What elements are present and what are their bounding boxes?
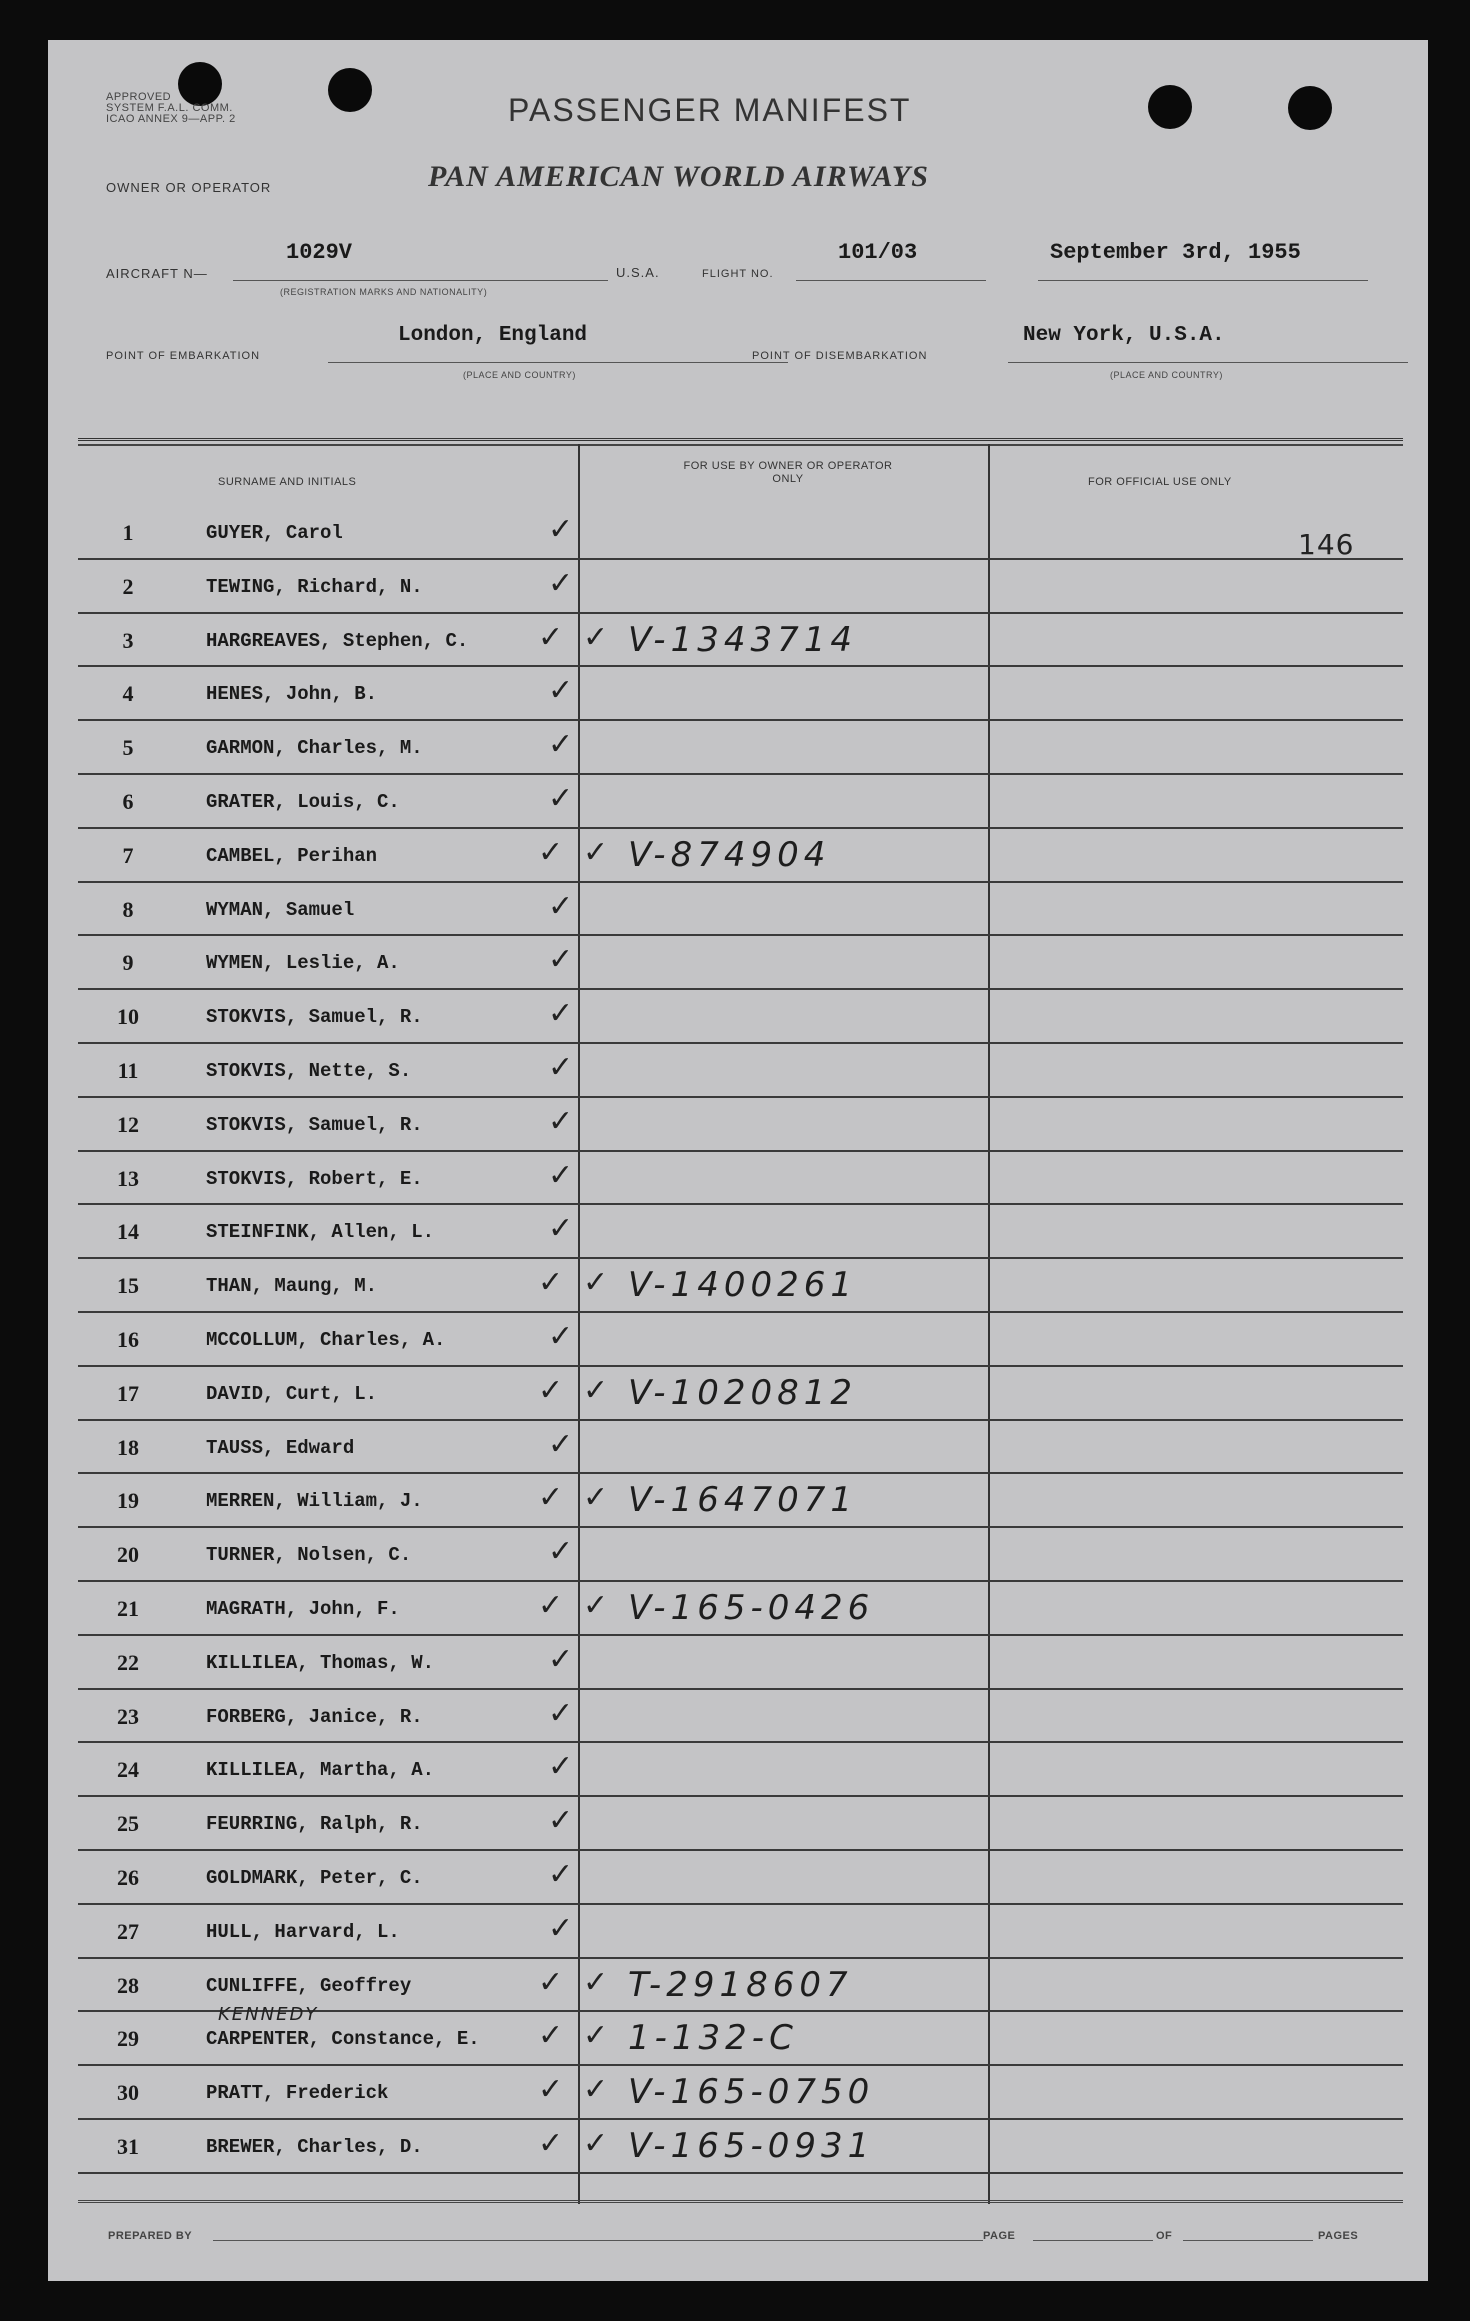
check-mark-icon: ✓ bbox=[548, 1157, 574, 1193]
col-header-surname: SURNAME AND INITIALS bbox=[218, 476, 357, 488]
row-rule bbox=[78, 612, 1403, 614]
row-number: 28 bbox=[117, 1972, 139, 1998]
col-header-official: FOR OFFICIAL USE ONLY bbox=[1088, 476, 1232, 488]
passenger-name: MAGRATH, John, F. bbox=[206, 1598, 400, 1620]
form-title: PASSENGER MANIFEST bbox=[508, 92, 912, 128]
row-rule bbox=[78, 665, 1403, 667]
row-rule bbox=[78, 1472, 1403, 1474]
row-number: 20 bbox=[117, 1542, 139, 1568]
approval-line: ICAO ANNEX 9—APP. 2 bbox=[106, 113, 236, 125]
row-number: 13 bbox=[117, 1165, 139, 1191]
passenger-name: WYMEN, Leslie, A. bbox=[206, 952, 400, 975]
row-number: 31 bbox=[117, 2134, 139, 2159]
passport-number: 1-132-C bbox=[628, 2018, 798, 2059]
col-header-owner-use: FOR USE BY OWNER OR OPERATOR ONLY bbox=[683, 460, 893, 485]
passenger-name: KILLILEA, Martha, A. bbox=[206, 1759, 435, 1782]
passenger-name: FEURRING, Ralph, R. bbox=[206, 1813, 423, 1836]
check-mark-icon: ✓ bbox=[548, 1103, 574, 1139]
check-mark-icon: ✓ bbox=[548, 996, 574, 1032]
passenger-name: PRATT, Frederick bbox=[206, 2082, 389, 2105]
embark-label: POINT OF EMBARKATION bbox=[106, 350, 261, 362]
row-rule bbox=[78, 1795, 1403, 1797]
check-mark-icon: ✓ bbox=[538, 1372, 564, 1408]
disembark-label: POINT OF DISEMBARKATION bbox=[748, 350, 931, 362]
check-mark-icon: ✓ bbox=[548, 1910, 574, 1946]
approval-line: APPROVED bbox=[106, 91, 172, 103]
disembark-value: New York, U.S.A. bbox=[1023, 324, 1225, 347]
passport-number: V-874904 bbox=[628, 834, 831, 875]
passport-number: V-1343714 bbox=[628, 619, 857, 660]
passenger-name: MERREN, William, J. bbox=[206, 1490, 423, 1513]
passport-number: V-1020812 bbox=[628, 1372, 857, 1413]
row-rule bbox=[78, 1365, 1403, 1367]
punch-hole bbox=[1288, 86, 1332, 130]
check-mark-icon: ✓ bbox=[583, 1372, 609, 1408]
passport-number: V-1400261 bbox=[628, 1265, 857, 1306]
pages-label: PAGES bbox=[1318, 2230, 1359, 2242]
row-rule bbox=[78, 1580, 1403, 1582]
row-number: 16 bbox=[117, 1327, 139, 1352]
check-mark-icon: ✓ bbox=[538, 2126, 564, 2161]
passport-number: V-165-0931 bbox=[628, 2126, 875, 2166]
row-rule bbox=[78, 1526, 1403, 1528]
check-mark-icon: ✓ bbox=[548, 1426, 574, 1462]
passenger-name: TAUSS, Edward bbox=[206, 1436, 355, 1459]
check-mark-icon: ✓ bbox=[538, 2018, 564, 2054]
passenger-name: CUNLIFFE, Geoffrey bbox=[206, 1974, 412, 1997]
row-rule bbox=[78, 1903, 1403, 1905]
passenger-name: TURNER, Nolsen, C. bbox=[206, 1544, 412, 1567]
row-number: 26 bbox=[117, 1865, 139, 1890]
aircraft-value: 1029V bbox=[286, 240, 353, 265]
row-rule bbox=[78, 1741, 1403, 1743]
passenger-name: BREWER, Charles, D. bbox=[206, 2136, 423, 2158]
flight-value: 101/03 bbox=[838, 240, 918, 265]
row-rule bbox=[78, 1311, 1403, 1313]
check-mark-icon: ✓ bbox=[548, 1641, 574, 1677]
check-mark-icon: ✓ bbox=[583, 1964, 609, 2000]
row-number: 29 bbox=[117, 2026, 139, 2052]
row-number: 22 bbox=[117, 1649, 139, 1675]
passenger-name: STOKVIS, Robert, E. bbox=[206, 1167, 423, 1190]
passenger-name: FORBERG, Janice, R. bbox=[206, 1705, 423, 1728]
check-mark-icon: ✓ bbox=[548, 1534, 574, 1570]
table-top-rule bbox=[78, 438, 1403, 441]
check-mark-icon: ✓ bbox=[548, 1695, 574, 1731]
passenger-name: STOKVIS, Samuel, R. bbox=[206, 1113, 423, 1136]
check-mark-icon: ✓ bbox=[548, 1803, 574, 1839]
row-rule bbox=[78, 1688, 1403, 1690]
check-mark-icon: ✓ bbox=[583, 834, 609, 870]
check-mark-icon: ✓ bbox=[548, 1050, 574, 1085]
passenger-name: HARGREAVES, Stephen, C. bbox=[206, 629, 469, 652]
row-rule bbox=[78, 1042, 1403, 1044]
check-mark-icon: ✓ bbox=[548, 1857, 574, 1892]
check-mark-icon: ✓ bbox=[538, 619, 564, 655]
check-mark-icon: ✓ bbox=[548, 512, 574, 547]
approval-note bbox=[106, 92, 236, 125]
row-rule bbox=[78, 719, 1403, 721]
prepared-by-label: PREPARED BY bbox=[108, 2230, 193, 2242]
check-mark-icon: ✓ bbox=[548, 727, 574, 763]
row-rule bbox=[78, 1957, 1403, 1959]
page-label: PAGE bbox=[983, 2230, 1016, 2242]
embark-value: London, England bbox=[398, 324, 588, 347]
row-rule bbox=[78, 558, 1403, 560]
aircraft-sublabel: (REGISTRATION MARKS AND NATIONALITY) bbox=[280, 287, 488, 297]
check-mark-icon: ✓ bbox=[583, 2126, 609, 2161]
check-mark-icon: ✓ bbox=[538, 834, 564, 870]
row-number: 30 bbox=[117, 2080, 139, 2106]
row-number: 9 bbox=[122, 950, 134, 976]
row-number: 8 bbox=[122, 896, 134, 922]
column-divider bbox=[988, 444, 990, 2204]
passenger-name: TEWING, Richard, N. bbox=[206, 575, 423, 598]
passenger-name: WYMAN, Samuel bbox=[206, 898, 355, 921]
row-rule bbox=[78, 881, 1403, 883]
handwritten-annotation: KENNEDY bbox=[218, 2004, 319, 2026]
passenger-name: MCCOLLUM, Charles, A. bbox=[206, 1329, 446, 1351]
row-number: 17 bbox=[117, 1380, 139, 1406]
check-mark-icon: ✓ bbox=[583, 1480, 609, 1516]
date-value: September 3rd, 1955 bbox=[1050, 240, 1301, 265]
row-number: 15 bbox=[117, 1273, 139, 1299]
row-number: 27 bbox=[117, 1918, 139, 1944]
row-rule bbox=[78, 1257, 1403, 1259]
check-mark-icon: ✓ bbox=[538, 2072, 564, 2108]
row-rule bbox=[78, 2064, 1403, 2066]
check-mark-icon: ✓ bbox=[583, 1588, 609, 1623]
passenger-name: CAMBEL, Perihan bbox=[206, 844, 378, 867]
punch-hole bbox=[1148, 85, 1192, 129]
passenger-name: CARPENTER, Constance, E. bbox=[206, 2028, 480, 2051]
check-mark-icon: ✓ bbox=[583, 2072, 609, 2108]
row-rule bbox=[78, 934, 1403, 936]
row-rule bbox=[78, 1096, 1403, 1098]
passenger-name: KILLILEA, Thomas, W. bbox=[206, 1651, 435, 1674]
usa-label: U.S.A. bbox=[616, 265, 660, 280]
row-number: 2 bbox=[122, 573, 134, 599]
row-rule bbox=[78, 773, 1403, 775]
row-number: 6 bbox=[122, 789, 134, 814]
passport-number: T-2918607 bbox=[628, 1964, 853, 2005]
passenger-name: HENES, John, B. bbox=[206, 683, 378, 706]
row-number: 1 bbox=[122, 520, 134, 545]
passenger-name: STOKVIS, Samuel, R. bbox=[206, 1006, 423, 1029]
aircraft-label: AIRCRAFT N— bbox=[106, 266, 208, 281]
passenger-name: STOKVIS, Nette, S. bbox=[206, 1060, 412, 1082]
row-number: 24 bbox=[117, 1757, 139, 1783]
row-number: 23 bbox=[117, 1703, 139, 1729]
row-number: 19 bbox=[117, 1488, 139, 1514]
manifest-page bbox=[48, 40, 1428, 2281]
check-mark-icon: ✓ bbox=[548, 1319, 574, 1354]
row-rule bbox=[78, 1150, 1403, 1152]
row-number: 3 bbox=[122, 627, 134, 653]
passenger-name: GOLDMARK, Peter, C. bbox=[206, 1867, 423, 1889]
passenger-name: DAVID, Curt, L. bbox=[206, 1382, 378, 1405]
punch-hole bbox=[328, 68, 372, 112]
row-number: 7 bbox=[122, 842, 134, 868]
flight-label: FLIGHT NO. bbox=[702, 268, 774, 280]
check-mark-icon: ✓ bbox=[583, 2018, 609, 2054]
disembark-sublabel: (PLACE AND COUNTRY) bbox=[1110, 370, 1223, 380]
passenger-name: THAN, Maung, M. bbox=[206, 1275, 378, 1298]
row-number: 5 bbox=[122, 735, 134, 761]
check-mark-icon: ✓ bbox=[548, 942, 574, 978]
row-number: 10 bbox=[117, 1004, 139, 1030]
check-mark-icon: ✓ bbox=[548, 565, 574, 601]
check-mark-icon: ✓ bbox=[538, 1964, 564, 2000]
row-rule bbox=[78, 988, 1403, 990]
row-rule bbox=[78, 1419, 1403, 1421]
check-mark-icon: ✓ bbox=[583, 619, 609, 655]
check-mark-icon: ✓ bbox=[548, 781, 574, 816]
table-bottom-rule bbox=[78, 2200, 1403, 2203]
check-mark-icon: ✓ bbox=[548, 673, 574, 709]
check-mark-icon: ✓ bbox=[538, 1588, 564, 1623]
row-number: 14 bbox=[117, 1219, 139, 1245]
row-rule bbox=[78, 2172, 1403, 2174]
passenger-name: GUYER, Carol bbox=[206, 522, 343, 544]
official-note: 146 bbox=[1298, 528, 1355, 561]
row-rule bbox=[78, 1203, 1403, 1205]
row-number: 4 bbox=[122, 681, 134, 707]
check-mark-icon: ✓ bbox=[548, 1211, 574, 1247]
row-number: 11 bbox=[117, 1058, 139, 1083]
passport-number: V-165-0426 bbox=[628, 1588, 875, 1628]
column-divider bbox=[578, 444, 580, 2204]
row-number: 12 bbox=[117, 1111, 139, 1137]
passenger-name: GARMON, Charles, M. bbox=[206, 737, 423, 760]
check-mark-icon: ✓ bbox=[548, 1749, 574, 1785]
owner-value: PAN AMERICAN WORLD AIRWAYS bbox=[428, 160, 929, 193]
passenger-name: STEINFINK, Allen, L. bbox=[206, 1221, 435, 1244]
passport-number: V-1647071 bbox=[628, 1480, 857, 1521]
row-rule bbox=[78, 827, 1403, 829]
of-label: OF bbox=[1156, 2230, 1173, 2242]
row-number: 18 bbox=[117, 1434, 139, 1460]
check-mark-icon: ✓ bbox=[538, 1480, 564, 1516]
owner-label: OWNER OR OPERATOR bbox=[106, 180, 272, 195]
passport-number: V-165-0750 bbox=[628, 2072, 875, 2113]
row-rule bbox=[78, 2118, 1403, 2120]
row-number: 25 bbox=[117, 1811, 139, 1837]
row-rule bbox=[78, 1634, 1403, 1636]
check-mark-icon: ✓ bbox=[538, 1265, 564, 1301]
passenger-name: HULL, Harvard, L. bbox=[206, 1920, 400, 1943]
row-rule bbox=[78, 1849, 1403, 1851]
embark-sublabel: (PLACE AND COUNTRY) bbox=[463, 370, 576, 380]
check-mark-icon: ✓ bbox=[548, 888, 574, 924]
approval-line: SYSTEM F.A.L. COMM. bbox=[106, 102, 233, 114]
check-mark-icon: ✓ bbox=[583, 1265, 609, 1301]
row-number: 21 bbox=[117, 1596, 139, 1621]
passenger-name: GRATER, Louis, C. bbox=[206, 791, 400, 813]
